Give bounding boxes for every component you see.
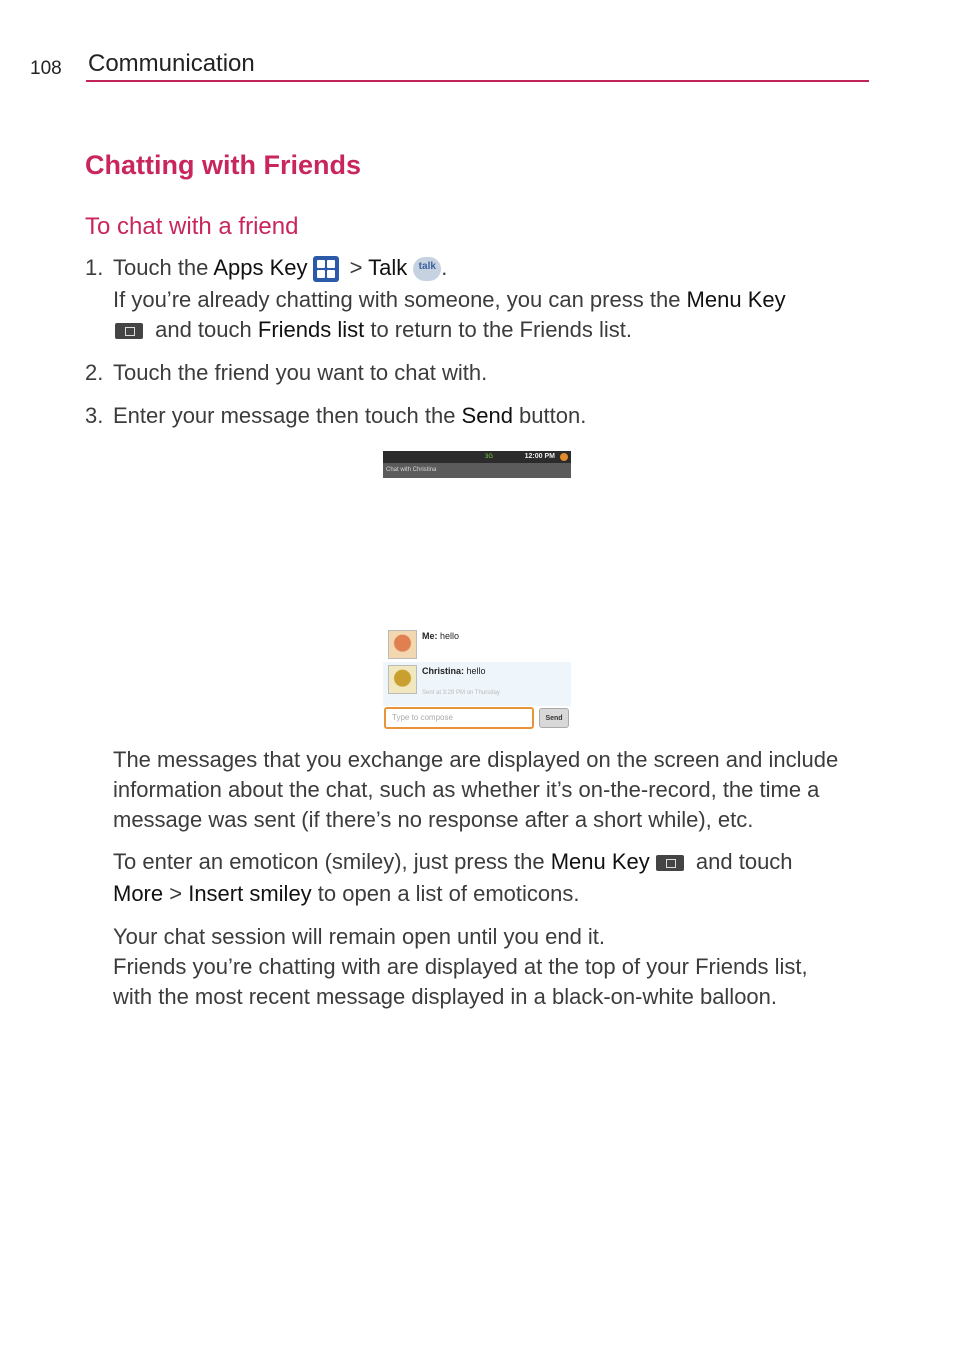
step-text: If you’re already chatting with someone, you can press the [113, 287, 687, 312]
step-3 [85, 401, 586, 431]
avatar [388, 630, 417, 659]
status-bar [383, 451, 571, 463]
section-title: Communication [88, 50, 255, 77]
paragraph-line: message was sent (if there’s no response after a short while), etc. [113, 807, 754, 832]
avatar [388, 665, 417, 694]
apps-key-label: Apps Key [213, 255, 308, 280]
more-label: More [113, 881, 164, 906]
chat-message[interactable] [383, 627, 571, 661]
chat-title-bar [383, 463, 571, 478]
message-text: hello [464, 666, 486, 676]
step-2 [85, 358, 487, 388]
menu-key-icon [656, 855, 684, 871]
status-indicator-icon [560, 453, 568, 461]
message-sender: Me: [422, 631, 438, 641]
step-text: and touch [149, 317, 258, 342]
chat-message[interactable] [383, 662, 571, 706]
status-time: 12:00 PM [524, 453, 555, 460]
signal-icon: 3G [485, 454, 494, 460]
step-1-line-2 [113, 285, 786, 315]
page-number: 108 [30, 58, 62, 79]
send-label: Send [461, 403, 513, 428]
paragraph-1 [113, 745, 838, 835]
step-text-end: to return to the Friends list. [364, 317, 633, 342]
separator: > [163, 881, 189, 906]
paragraph-text: To enter an emoticon (smiley), just press the [113, 849, 551, 874]
menu-key-label: Menu Key [686, 287, 786, 312]
talk-label: Talk [368, 255, 408, 280]
menu-key-label: Menu Key [550, 849, 650, 874]
message-text: hello [437, 631, 460, 641]
paragraph-line: Friends you’re chatting with are displayed at the top of your Friends list, [113, 954, 808, 979]
step-text-end: . [441, 255, 448, 280]
message-timestamp: Sent at 3:29 PM on Thursday [422, 690, 500, 696]
step-text: Touch the friend you want to chat with. [113, 360, 488, 385]
step-1-line-1 [85, 253, 447, 283]
paragraph-2-line-2 [113, 879, 580, 909]
paragraph-2-line-1 [113, 847, 793, 877]
paragraph-3 [113, 922, 808, 1012]
step-text: Touch the [113, 255, 214, 280]
compose-placeholder: Type to compose [392, 713, 453, 722]
chat-title: Chat with Christina [386, 467, 437, 473]
separator: > [343, 255, 369, 280]
chat-screenshot [383, 451, 571, 733]
message-sender: Christina: [422, 666, 465, 676]
paragraph-text: to open a list of emoticons. [311, 881, 580, 906]
insert-smiley-label: Insert smiley [188, 881, 312, 906]
step-1-line-3 [109, 315, 632, 345]
paragraph-line: Your chat session will remain open until you end it. [113, 924, 606, 949]
page-title: Chatting with Friends [85, 150, 361, 180]
step-number: 3. [85, 403, 104, 428]
paragraph-text: and touch [689, 849, 793, 874]
paragraph-line: The messages that you exchange are displayed on the screen and include [113, 747, 839, 772]
subheading: To chat with a friend [85, 213, 299, 240]
friends-list-label: Friends list [257, 317, 365, 342]
menu-key-icon [115, 323, 143, 339]
compose-input[interactable] [384, 707, 534, 729]
talk-bubble-icon: talk [413, 257, 441, 281]
header-rule [86, 80, 869, 82]
step-number: 1. [85, 255, 104, 280]
paragraph-line: information about the chat, such as whether it’s on-the-record, the time a [113, 777, 820, 802]
apps-grid-icon [313, 256, 339, 282]
step-number: 2. [85, 360, 104, 385]
step-text: Enter your message then touch the [113, 403, 462, 428]
send-button[interactable]: Send [539, 708, 569, 728]
step-text-end: button. [512, 403, 587, 428]
paragraph-line: with the most recent message displayed in a black-on-white balloon. [113, 984, 778, 1009]
